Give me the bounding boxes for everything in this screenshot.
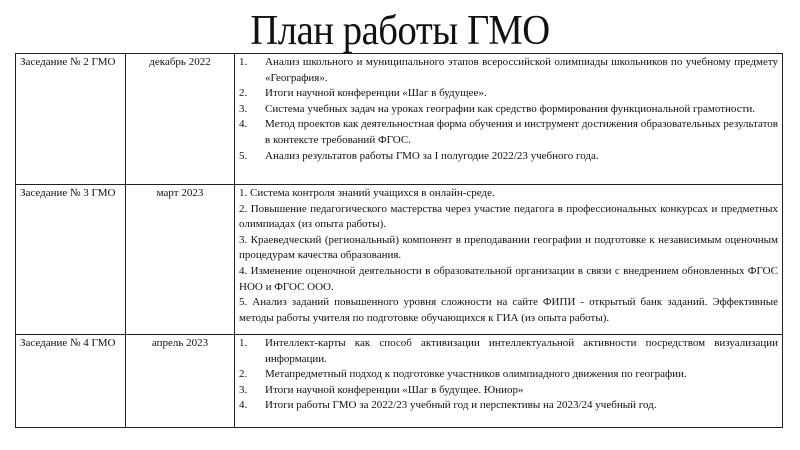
list-item: 3. Краеведческий (региональный) компонент в преподавании географии и подготовке к независимым оценочным процедурам качества образования.: [239, 233, 778, 262]
list-item: 5. Анализ заданий повышенного уровня сложности на сайте ФИПИ - открытый банк заданий. Эффективные методы работы учителя по подготовке обучающихся к ГИА (из опыта работы).: [239, 296, 778, 324]
list-item: 2. Повышение педагогического мастерства через участие педагога в профессиональных конкурсах и предметных олимпиадах (из опыта работы).: [239, 202, 778, 231]
agenda-list: [239, 55, 778, 164]
item-number: 4.: [239, 118, 248, 131]
list-item: [239, 102, 778, 118]
page-title: План работы ГМО: [250, 8, 550, 54]
agenda-cell: [235, 185, 783, 335]
meeting-cell: Заседание № 2 ГМО: [16, 54, 126, 185]
list-item: [239, 336, 778, 367]
date-cell: март 2023: [126, 185, 235, 335]
item-text: Анализ результатов работы ГМО за I полугодие 2022/23 учебного года.: [265, 149, 599, 162]
item-number: 4.: [239, 399, 248, 412]
list-item: 4. Изменение оценочной деятельности в образовательной организации в связи с внедрением обновленных ФГОС НОО и ФГОС ООО.: [239, 264, 778, 293]
item-text: Итоги работы ГМО за 2022/23 учебный год и перспективы на 2023/24 учебный год.: [265, 399, 657, 412]
agenda-cell: [235, 335, 783, 428]
agenda-cell: [235, 54, 783, 185]
meeting-cell: Заседание № 3 ГМО: [16, 185, 126, 335]
item-text: Анализ школьного и муниципального этапов всероссийской олимпиады школьников по учебному предмету «География».: [265, 56, 778, 84]
list-item: [239, 367, 778, 383]
item-number: 5.: [239, 149, 248, 162]
table-row: [16, 185, 783, 335]
list-item: [239, 117, 778, 148]
agenda-list: [239, 336, 778, 414]
item-number: 3.: [239, 102, 248, 115]
table-row: [16, 335, 783, 428]
item-text: Итоги научной конференции «Шаг в будущее».: [265, 87, 487, 100]
item-number: 1.: [239, 56, 248, 68]
date-cell: апрель 2023: [126, 335, 235, 428]
item-text: Метапредметный подход к подготовке участников олимпиадного движения по географии.: [265, 368, 687, 381]
list-item: 1. Система контроля знаний учащихся в онлайн-среде.: [239, 187, 495, 199]
list-item: [239, 86, 778, 102]
work-plan-table: [15, 53, 783, 428]
table-row: [16, 54, 783, 185]
list-item: [239, 398, 778, 414]
meeting-cell: Заседание № 4 ГМО: [16, 335, 126, 428]
item-number: 1.: [239, 337, 248, 349]
list-item: [239, 383, 778, 399]
item-text: Система учебных задач на уроках географии как средство формирования функциональной грамотности.: [265, 102, 756, 115]
item-number: 2.: [239, 87, 248, 100]
item-number: 3.: [239, 383, 248, 396]
item-text: Интеллект-карты как способ активизации интеллектуальной активности посредством визуализации информации.: [265, 337, 778, 365]
date-cell: декабрь 2022: [126, 54, 235, 185]
list-item: [239, 149, 778, 165]
item-number: 2.: [239, 368, 248, 381]
item-text: Итоги научной конференции «Шаг в будущее. Юниор»: [265, 383, 524, 396]
list-item: [239, 55, 778, 86]
item-text: Метод проектов как деятельностная форма обучения и инструмент достижения образовательных результатов в контексте требований ФГОС.: [265, 118, 778, 146]
agenda-list: [239, 186, 778, 326]
